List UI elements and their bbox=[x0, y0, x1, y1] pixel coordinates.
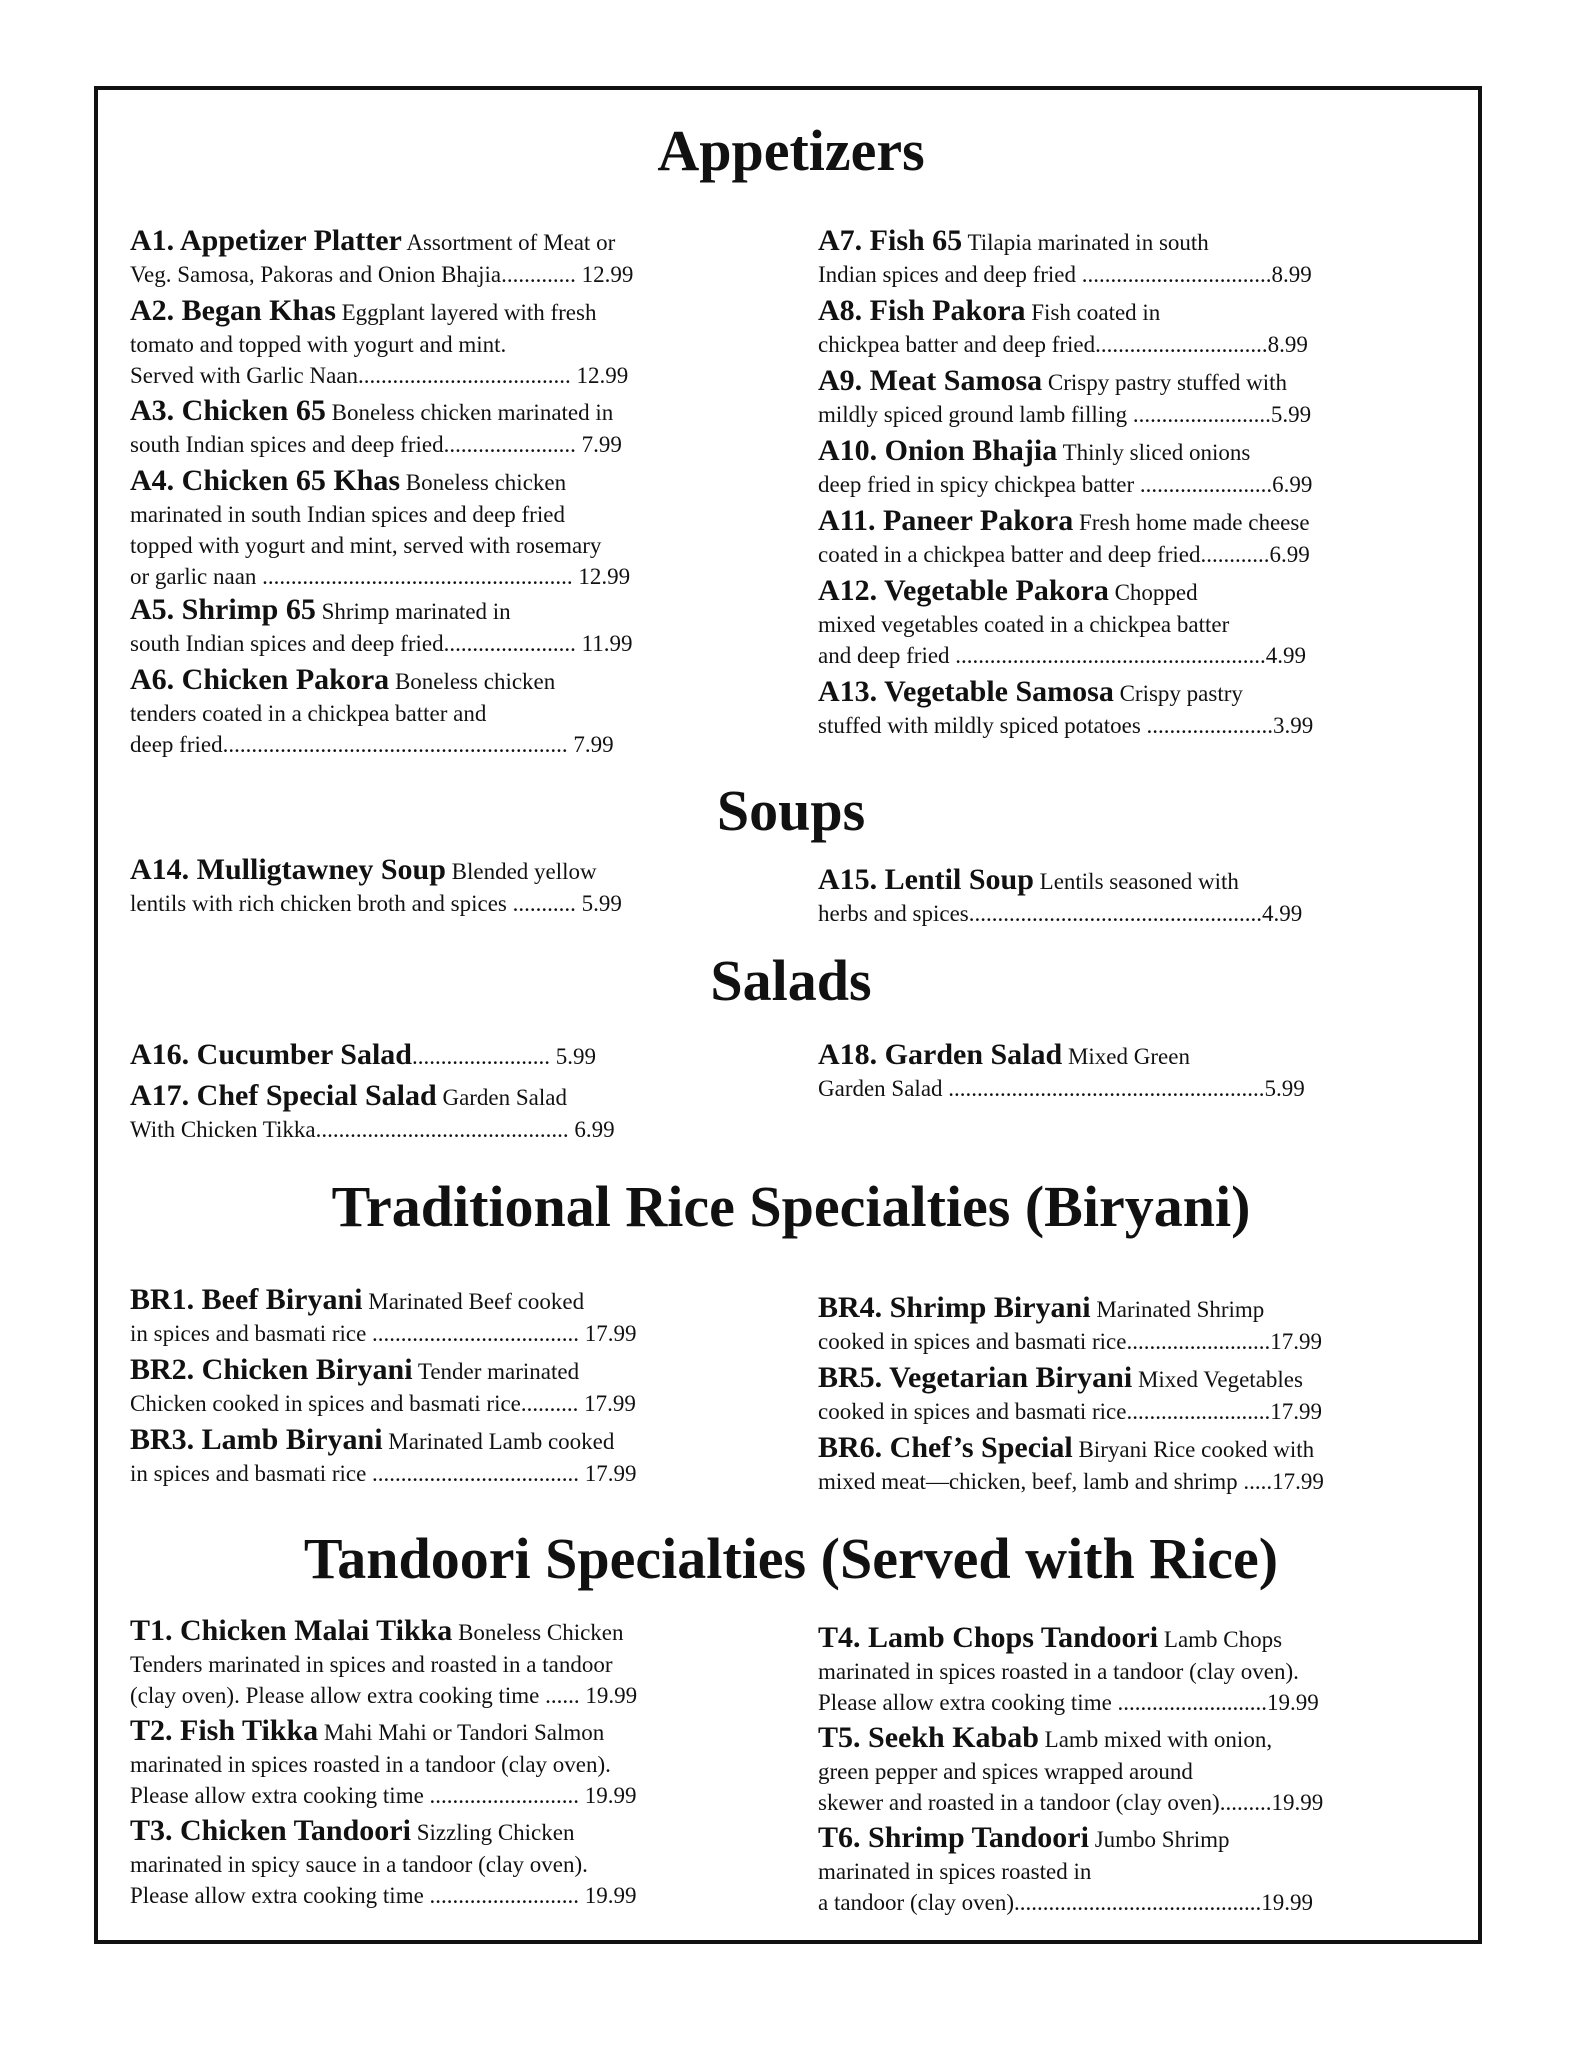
menu-item-t1 bbox=[130, 1613, 637, 1711]
item-name: T6. Shrimp Tandoori bbox=[818, 1821, 1089, 1854]
item-description-line: herbs and spices...................................................4.99 bbox=[818, 901, 1303, 926]
item-description: Blended yellow bbox=[445, 859, 597, 884]
menu-item-a2 bbox=[130, 293, 628, 391]
item-description-line: deep fried in spicy chickpea batter .......................6.99 bbox=[818, 472, 1313, 497]
item-description-line: green pepper and spices wrapped around bbox=[818, 1759, 1193, 1784]
menu-item-a3 bbox=[130, 393, 622, 460]
menu-item-a14 bbox=[130, 852, 622, 919]
item-description: Tilapia marinated in south bbox=[962, 230, 1209, 255]
item-description: Sizzling Chicken bbox=[410, 1820, 575, 1845]
item-description: Lamb mixed with onion, bbox=[1038, 1727, 1273, 1752]
item-description-line: and deep fried ......................................................4.99 bbox=[818, 643, 1307, 668]
menu-item-a18 bbox=[818, 1037, 1305, 1104]
item-name: BR3. Lamb Biryani bbox=[130, 1423, 383, 1456]
item-description-line: Served with Garlic Naan..................................... 12.99 bbox=[130, 363, 629, 388]
menu-item-t5 bbox=[818, 1720, 1323, 1818]
item-description: Lamb Chops bbox=[1158, 1627, 1283, 1652]
menu-item-br6 bbox=[818, 1430, 1324, 1497]
item-description-line: stuffed with mildly spiced potatoes ......................3.99 bbox=[818, 713, 1314, 738]
menu-item-t3 bbox=[130, 1813, 637, 1911]
menu-item-a15 bbox=[818, 862, 1302, 929]
menu-item-t6 bbox=[818, 1820, 1313, 1918]
menu-item-a5 bbox=[130, 592, 633, 659]
item-name: BR1. Beef Biryani bbox=[130, 1283, 363, 1316]
item-description-line: deep fried............................................................ 7.99 bbox=[130, 732, 614, 757]
item-description-line: Veg. Samosa, Pakoras and Onion Bhajia............. 12.99 bbox=[130, 262, 634, 287]
item-name: T2. Fish Tikka bbox=[130, 1714, 319, 1747]
menu-item-a1 bbox=[130, 223, 633, 290]
item-name: BR2. Chicken Biryani bbox=[130, 1353, 413, 1386]
item-description-line: Tenders marinated in spices and roasted in a tandoor bbox=[130, 1652, 613, 1677]
menu-item-br5 bbox=[818, 1360, 1322, 1427]
item-name: T1. Chicken Malai Tikka bbox=[130, 1614, 453, 1647]
section-title-tandoori: Tandoori Specialties (Served with Rice) bbox=[303, 1526, 1279, 1591]
menu-item-a17 bbox=[130, 1078, 615, 1145]
menu-item-a8 bbox=[818, 293, 1308, 360]
item-description: Biryani Rice cooked with bbox=[1072, 1437, 1315, 1462]
menu-item-a6 bbox=[130, 662, 614, 760]
item-description-line: marinated in spices roasted in a tandoor (clay oven). bbox=[130, 1752, 611, 1777]
item-description-line: or garlic naan ...................................................... 12.99 bbox=[130, 564, 631, 589]
item-name: A14. Mulligtawney Soup bbox=[130, 853, 446, 886]
item-name: A7. Fish 65 bbox=[818, 224, 963, 257]
section-title-salads: Salads bbox=[710, 948, 872, 1013]
menu-item-t4 bbox=[818, 1620, 1319, 1718]
item-description-line: in spices and basmati rice .................................... 17.99 bbox=[130, 1461, 637, 1486]
item-name: BR5. Vegetarian Biryani bbox=[818, 1361, 1133, 1394]
item-description: Tender marinated bbox=[412, 1359, 580, 1384]
item-description: Eggplant layered with fresh bbox=[335, 300, 597, 325]
menu-item-a13 bbox=[818, 674, 1313, 741]
item-description: Boneless chicken bbox=[389, 669, 556, 694]
item-name: A17. Chef Special Salad bbox=[130, 1079, 437, 1112]
menu-item-a4 bbox=[130, 463, 630, 592]
item-description: Shrimp marinated in bbox=[315, 599, 511, 624]
item-description-line: south Indian spices and deep fried....................... 7.99 bbox=[130, 432, 622, 457]
item-description-line: Please allow extra cooking time .......................... 19.99 bbox=[130, 1883, 637, 1908]
item-description-line: skewer and roasted in a tandoor (clay oven).........19.99 bbox=[818, 1790, 1324, 1815]
item-name: T3. Chicken Tandoori bbox=[130, 1814, 411, 1847]
item-description-line: marinated in spicy sauce in a tandoor (clay oven). bbox=[130, 1852, 588, 1877]
item-description: Fish coated in bbox=[1025, 300, 1161, 325]
item-description-line: chickpea batter and deep fried..............................8.99 bbox=[818, 332, 1308, 357]
item-description: Lentils seasoned with bbox=[1033, 869, 1239, 894]
item-description-line: Chicken cooked in spices and basmati rice.......... 17.99 bbox=[130, 1391, 636, 1416]
item-name: T4. Lamb Chops Tandoori bbox=[818, 1621, 1159, 1654]
item-description: Jumbo Shrimp bbox=[1088, 1827, 1230, 1852]
item-name: A1. Appetizer Platter bbox=[130, 224, 402, 257]
item-name: T5. Seekh Kabab bbox=[818, 1721, 1039, 1754]
item-description-line: south Indian spices and deep fried....................... 11.99 bbox=[130, 631, 633, 656]
item-name: A5. Shrimp 65 bbox=[130, 593, 316, 626]
item-name: A16. Cucumber Salad bbox=[130, 1038, 412, 1071]
item-name: A6. Chicken Pakora bbox=[130, 663, 390, 696]
item-description: Marinated Shrimp bbox=[1090, 1297, 1265, 1322]
menu-item-a11 bbox=[818, 503, 1310, 570]
section-title-soups: Soups bbox=[716, 778, 866, 843]
item-description: ........................ 5.99 bbox=[411, 1044, 596, 1069]
item-description-line: lentils with rich chicken broth and spices ........... 5.99 bbox=[130, 891, 622, 916]
menu-item-br2 bbox=[130, 1352, 636, 1419]
item-description-line: cooked in spices and basmati rice.........................17.99 bbox=[818, 1329, 1322, 1354]
item-description: Mixed Green bbox=[1062, 1044, 1190, 1069]
item-description: Marinated Lamb cooked bbox=[382, 1429, 615, 1454]
item-name: A10. Onion Bhajia bbox=[818, 434, 1058, 467]
menu-item-br3 bbox=[130, 1422, 637, 1489]
item-description-line: tomato and topped with yogurt and mint. bbox=[130, 332, 507, 357]
item-name: A3. Chicken 65 bbox=[130, 394, 326, 427]
item-description-line: a tandoor (clay oven)...........................................19.99 bbox=[818, 1890, 1314, 1915]
item-description-line: Please allow extra cooking time ..........................19.99 bbox=[818, 1690, 1319, 1715]
item-name: A2. Began Khas bbox=[130, 294, 336, 327]
menu-item-a7 bbox=[818, 223, 1312, 290]
item-name: A8. Fish Pakora bbox=[818, 294, 1026, 327]
item-name: A4. Chicken 65 Khas bbox=[130, 464, 401, 497]
menu-item-t2 bbox=[130, 1713, 637, 1811]
item-description-line: marinated in south Indian spices and deep fried bbox=[130, 502, 565, 527]
item-description-line: mixed vegetables coated in a chickpea batter bbox=[818, 612, 1230, 637]
item-description: Marinated Beef cooked bbox=[362, 1289, 585, 1314]
menu-item-a10 bbox=[818, 433, 1312, 500]
item-name: BR4. Shrimp Biryani bbox=[818, 1291, 1091, 1324]
item-description-line: With Chicken Tikka............................................ 6.99 bbox=[130, 1117, 615, 1142]
item-description: Fresh home made cheese bbox=[1073, 510, 1310, 535]
item-name: A13. Vegetable Samosa bbox=[818, 675, 1114, 708]
item-description: Mixed Vegetables bbox=[1132, 1367, 1303, 1392]
item-description: Mahi Mahi or Tandori Salmon bbox=[318, 1720, 605, 1745]
item-name: A11. Paneer Pakora bbox=[818, 504, 1074, 537]
item-name: A9. Meat Samosa bbox=[818, 364, 1043, 397]
item-description: Boneless Chicken bbox=[452, 1620, 624, 1645]
item-description-line: in spices and basmati rice .................................... 17.99 bbox=[130, 1321, 637, 1346]
item-description-line: tenders coated in a chickpea batter and bbox=[130, 701, 487, 726]
item-description-line: cooked in spices and basmati rice.........................17.99 bbox=[818, 1399, 1322, 1424]
item-description: Assortment of Meat or bbox=[401, 230, 616, 255]
menu-item-br1 bbox=[130, 1282, 637, 1349]
item-description-line: coated in a chickpea batter and deep fried............6.99 bbox=[818, 542, 1310, 567]
item-description-line: marinated in spices roasted in bbox=[818, 1859, 1092, 1884]
item-name: A18. Garden Salad bbox=[818, 1038, 1063, 1071]
item-description: Crispy pastry stuffed with bbox=[1042, 370, 1288, 395]
item-description-line: (clay oven). Please allow extra cooking time ...... 19.99 bbox=[130, 1683, 638, 1708]
section-title-biryani: Traditional Rice Specialties (Biryani) bbox=[331, 1174, 1251, 1239]
item-description: Garden Salad bbox=[436, 1085, 567, 1110]
item-name: BR6. Chef’s Special bbox=[818, 1431, 1073, 1464]
item-name: A15. Lentil Soup bbox=[818, 863, 1034, 896]
item-description: Boneless chicken marinated in bbox=[325, 400, 614, 425]
item-description: Crispy pastry bbox=[1113, 681, 1243, 706]
item-description-line: mixed meat—chicken, beef, lamb and shrimp .....17.99 bbox=[818, 1469, 1324, 1494]
item-description-line: Indian spices and deep fried .................................8.99 bbox=[818, 262, 1312, 287]
item-description: Thinly sliced onions bbox=[1057, 440, 1251, 465]
item-description-line: topped with yogurt and mint, served with rosemary bbox=[130, 533, 602, 558]
item-description-line: mildly spiced ground lamb filling ........................5.99 bbox=[818, 402, 1312, 427]
menu-item-a9 bbox=[818, 363, 1311, 430]
item-description-line: marinated in spices roasted in a tandoor (clay oven). bbox=[818, 1659, 1299, 1684]
item-description-line: Please allow extra cooking time .......................... 19.99 bbox=[130, 1783, 637, 1808]
menu-item-a12 bbox=[818, 573, 1306, 671]
item-description-line: Garden Salad .......................................................5.99 bbox=[818, 1076, 1305, 1101]
item-description: Boneless chicken bbox=[400, 470, 567, 495]
item-description: Chopped bbox=[1108, 580, 1198, 605]
section-title-appetizers: Appetizers bbox=[657, 118, 925, 183]
item-name: A12. Vegetable Pakora bbox=[818, 574, 1109, 607]
menu-item-a16 bbox=[130, 1037, 596, 1073]
menu-item-br4 bbox=[818, 1290, 1322, 1357]
